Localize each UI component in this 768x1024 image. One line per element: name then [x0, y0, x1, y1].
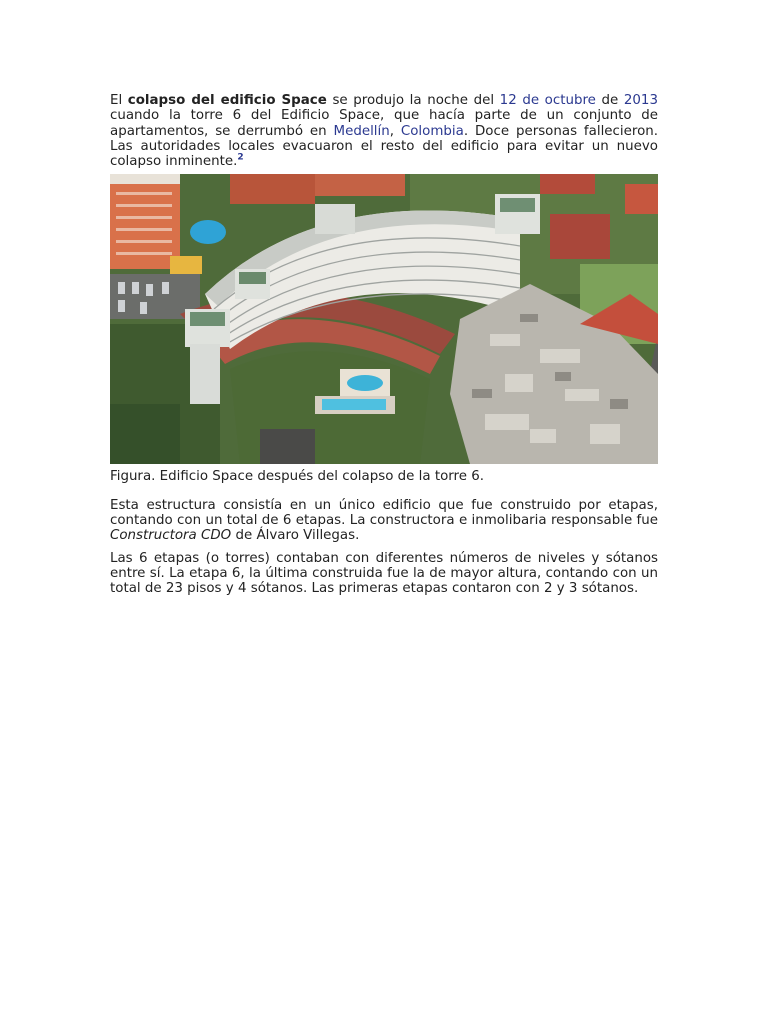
text-run: cuando la torre 6 del Edificio Space, que hacía parte de un conjunto de apartamentos, se derrumbó en: [110, 108, 658, 139]
intro-paragraph: [110, 93, 658, 169]
constructor-name: Constructora CDO: [110, 528, 232, 544]
date-link[interactable]: 12 de octubre: [499, 93, 596, 108]
text-run: . Doce personas fallecieron. Las autoridades locales evacuaron el resto del edificio para evitar un nuevo colapso inminente.: [110, 123, 658, 170]
text-run: de: [595, 93, 624, 108]
reference-link[interactable]: 2: [237, 152, 244, 163]
text-run: se produjo la noche del: [326, 93, 500, 108]
text-run: Esta estructura consistía en un único edificio que fue construido por etapas, contando con un total de 6 etapas. La constructora e inmolibaria responsable fue: [110, 497, 658, 529]
structure-paragraph: [110, 498, 658, 544]
building-collapse-photo: [110, 174, 658, 464]
article-subject: colapso del edificio Space: [127, 93, 327, 108]
text-run: de Álvaro Villegas.: [231, 528, 360, 544]
text-run: El: [110, 93, 128, 108]
figure-caption: Figura. Edificio Space después del colapso de la torre 6.: [110, 469, 485, 485]
text-run: ,: [389, 123, 401, 139]
year-link[interactable]: 2013: [623, 93, 658, 108]
stages-paragraph: Las 6 etapas (o torres) contaban con diferentes números de niveles y sótanos entre sí. La etapa 6, la última construida fue la de mayor altura, contando con un total de 23 pisos y 4 sótanos. Las primeras etapas contaron con 2 y 3 sótanos.: [110, 550, 658, 597]
article-body: [110, 93, 658, 597]
country-link[interactable]: Colombia: [400, 123, 464, 139]
city-link[interactable]: Medellín: [333, 123, 390, 139]
